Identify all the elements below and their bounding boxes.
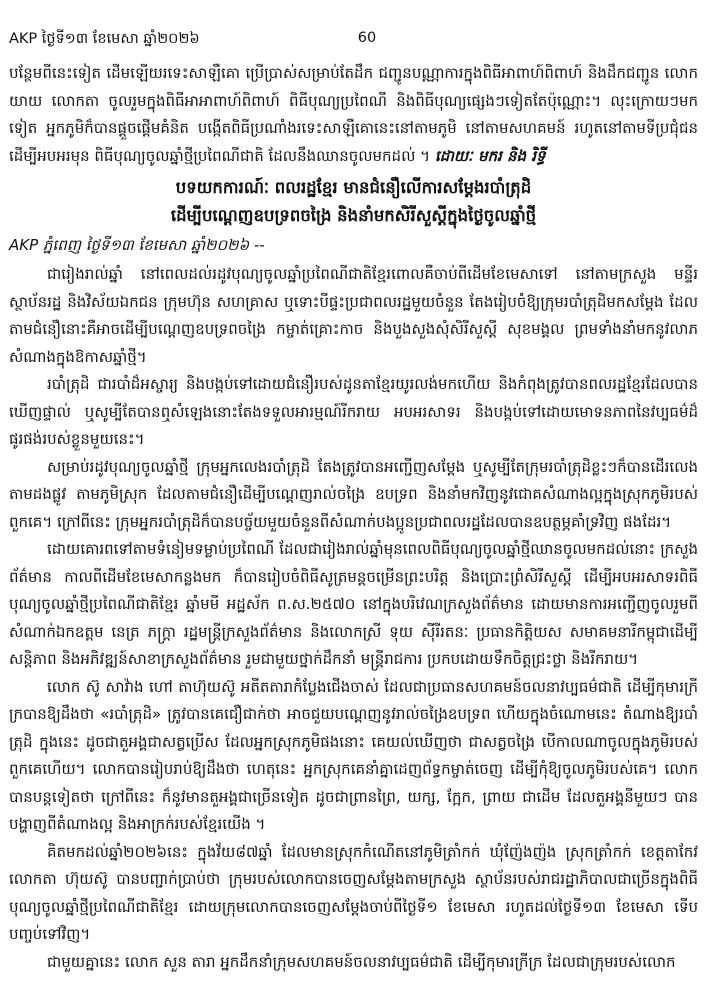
header-date: AKP ថ្ងៃទី១៣ ខែមេសា ឆ្នាំ២០២៦ (9, 31, 200, 47)
body-paragraph: លោក ស៊ូ សាវ៉ាង ហៅ តាហ៊ុយស៊ូ អតីតតារាកំប្លែងជើងចាស់ ដែលជាប្រធានសហគមន៍ចលនាវប្បធម៌ជាតិ ដើម្បីកុមារក្រីក្របានឱ្យដឹងថា «របាំត្រុដិ» ត្រូវបានគេជឿជាក់ថា អាចជួយបណ្ដេញនូវរាល់ចង្រៃឧបទ្រព ហើយក្នុងចំណោមនេះ តំណាងឱ្យរបាំត្រុដិ ក្នុងនេះ ដូចជាតួអង្គជាសត្វប្រើស ដែលអ្នកស្រុកភូមិផងនោះ គេយល់ឃើញថា ជាសត្វចង្រៃ បើកាលណាចូលក្នុងភូមិរបស់ពួកគេហើយ។ លោកបានរៀបរាប់ឱ្យដឹងថា ហេតុនេះ អ្នកស្រុកគេនាំគ្នាដេញព័ទ្ធកម្ចាត់ចេញ ដើម្បីកុំឱ្យចូលភូមិរបស់គេ។ លោកបានបន្តទៀតថា ក្រៅពីនេះ ក៏នូវមានតួអង្គជាច្រើនទៀត ដូចជាព្រានព្រៃ, យក្ស, ក្អែក, ព្រាយ ជាដើម ដែលតួអង្គនីមួយៗ បានបង្ហាញពីតំណាងល្អ និងអាក្រក់របស់ខ្មែរយើង ។ (9, 677, 698, 833)
body-paragraph: គិតមកដល់ឆ្នាំ២០២៦នេះ ក្នុងវ័យ៨៧ឆ្នាំ ដែលមានស្រុកកំណើតនៅភូមិត្រាំកក់ ឃុំញ៉ែងញ៉ង ស្រុកត្រាំកក់ ខេត្តតាកែវ លោកតា ហ៊ុយស៊ូ បានបញ្ជាក់ប្រាប់ថា ក្រុមរបស់លោកបានចេញសម្ដែងតាមក្រសួង ស្ថាប័នរបស់រាជរដ្ឋាភិបាលជាច្រើនក្នុងពិធីបុណ្យចូលឆ្នាំថ្មីប្រពៃណីជាតិខ្មែរ ដោយក្រុមលោកបានចេញសម្ដែងចាប់ពីថ្ងៃទី១ ខែមេសា រហូតដល់ថ្ងៃទី១៣ ខែមេសា ទើបបញ្ចប់ទៅវិញ។ (9, 842, 698, 943)
headline-line-2: ដើម្បីបណ្ដេញឧបទ្រពចង្រៃ និងនាំមកសិរីសួស្ដីក្នុងថ្ងៃចូលឆ្នាំថ្មី (170, 206, 537, 225)
page-number: 60 (357, 30, 377, 46)
body-paragraph: សម្រាប់រដូវបុណ្យចូលឆ្នាំថ្មី ក្រុមអ្នកលេងរបាំត្រុដិ តែងត្រូវបានអញ្ជើញសម្ដែង ឬសូម្បីតែក្រុមរបាំត្រុដិខ្លះៗក៏បានដើរលេងតាមដងផ្លូវ តាមភូមិស្រុក ដែលតាមជំនឿដើម្បីបណ្ដេញរាល់ចង្រៃ ឧបទ្រព និងនាំមកវិញនូវជោគសំណាងល្អក្នុងស្រុកភូមិរបស់ពួកគេ។ ក្រៅពីនេះ ក្រុមអ្នករបាំត្រុដិក៏បានបច្ច័យមួយចំនួនពីសំណាក់បងប្អូនប្រជាពលរដ្ឋដែលបានឧបត្ថម្ភគាំទ្រវិញ ផងដែរ។ (9, 457, 698, 531)
page-header (9, 30, 698, 60)
body-paragraph: ដោយគោរពទៅតាមទំនៀមទម្លាប់ប្រពៃណី ដែលជារៀងរាល់ឆ្នាំមុនពេលពិធីបុណ្យចូលឆ្នាំថ្មីឈានចូលមកដល់នោះ ក្រសួងព័ត៌មាន កាលពីដើមខែមេសាកន្លងមក ក៏បានរៀបចំពិធីសូត្រមន្តចម្រើនព្រះបរិត្ត និងប្រោះព្រំសិរីសួស្ដី ដើម្បីអបអរសាទរពិធីបុណ្យចូលឆ្នាំថ្មីប្រពៃណីជាតិខ្មែរ ឆ្នាំមមី អដ្ឋស័ក ព.ស.២៥៧០ នៅក្នុងបរិវេណក្រសួងព័ត៌មាន ដោយមានការអញ្ជើញចូលរួមពីសំណាក់ឯកឧត្តម នេត្រ ភក្ត្រា រដ្ឋមន្ត្រីក្រសួងព័ត៌មាន និងលោកស្រី ទុយ ស៊ីរីរតនៈ ប្រធានកិត្តិយស សមាគមនារីកម្ពុជាដើម្បីសន្តិភាព និងអភិវឌ្ឍន៍សាខាក្រសួងព័ត៌មាន រួមជាមួយថ្នាក់ដឹកនាំ មន្ត្រីរាជការ ប្រកបដោយទឹកចិត្តជ្រះថ្លា និងរីករាយ។ (9, 540, 698, 668)
lead-paragraph-text: បន្ថែមពីនេះទៀត ដើមឡើយរទេះសាឡឺគោ ប្រើប្រាស់សម្រាប់តែដឹក ជញ្ជូនបណ្ណាការក្នុងពិធីអាពាហ៍ពិពាហ៍ និងដឹកជញ្ជូន លោក យាយ លោកតា ចូលរួមក្នុងពិធីអាអាពាហ៍ពិពាហ៍ ពិធីបុណ្យប្រពៃណី និងពិធីបុណ្យផ្សេងៗទៀតតែប៉ុណ្ណោះ។ លុះក្រោយៗមកទៀត អ្នកភូមិក៏បានផ្ដួចផ្ដើមគំនិត បង្កើតពិធីប្រណាំងរទេះសាឡឺគោនេះនៅតាមភូមិ នៅតាមសហគមន៍ រហូតនៅតាមទីប្រជុំជន ដើម្បីអបអរមុន ពិធីបុណ្យចូលឆ្នាំថ្មីប្រពៃណីជាតិ ដែលនឹងឈានចូលមកដល់ ។ (9, 64, 698, 165)
byline: ដោយៈ មករ និង រិទ្ធី (434, 146, 546, 165)
headline-line-1: បទយកការណ៍ៈ ពលរដ្ឋខ្មែរ មានជំនឿលើការសម្ដែងរបាំត្រុដិ (175, 178, 532, 197)
dateline: AKP ភ្នំពេញ ថ្ងៃទី១៣ ខែមេសា ឆ្នាំ២០២៦ -- (9, 236, 265, 254)
lead-paragraph (9, 60, 698, 170)
body-paragraph: ជារៀងរាល់ឆ្នាំ នៅពេលដល់រដូវបុណ្យចូលឆ្នាំប្រពៃណីជាតិខ្មែរពោលគឺចាប់ពីដើមខែមេសាទៅ នៅតាមក្រសួង មន្ទីរ ស្ថាប័នរដ្ឋ និងវិស័យឯកជន ក្រុមហ៊ុន សហគ្រាស ឬទោះបីផ្ទះប្រជាពលរដ្ឋមួយចំនួន តែងរៀបចំឱ្យក្រុមរបាំត្រុដិមកសម្ដែង ដែលតាមជំនឿនោះគឺអាចដើម្បីបណ្ដេញឧបទ្រពចង្រៃ កម្ចាត់គ្រោះកាច និងបួងសួងសុំសិរីសួស្ដី សុខមង្គល ព្រមទាំងនាំមកនូវលាភសំណាងក្នុងឱកាសឆ្នាំថ្មី។ (9, 265, 698, 366)
article-headline (9, 174, 698, 230)
body-paragraph: ជាមួយគ្នានេះ លោក សួន តារា អ្នកដឹកនាំក្រុមសហគមន៍ចលនាវប្បធម៌ជាតិ ដើម្បីកុមារក្រីក្រ ដែលជាក្រុមរបស់លោក (47, 952, 676, 971)
body-paragraph: របាំត្រុដិ ជារបាំដ៏អស្ចារ្យ និងបង្កប់ទៅដោយជំនឿរបស់ដូនតាខ្មែរយូរលង់មកហើយ និងកំពុងត្រូវបានពលរដ្ឋខ្មែរដែលបានឃើញផ្ទាល់ ឬសូម្បីតែបានឮសំឡេងនោះតែងទទួលអារម្មណ៍រីករាយ អបអរសាទរ និងបង្កប់ទៅដោយមោទនភាពនៃវប្បធម៌ដ៏ផូរផង់របស់ខ្លួនមួយនេះ។ (9, 375, 698, 448)
